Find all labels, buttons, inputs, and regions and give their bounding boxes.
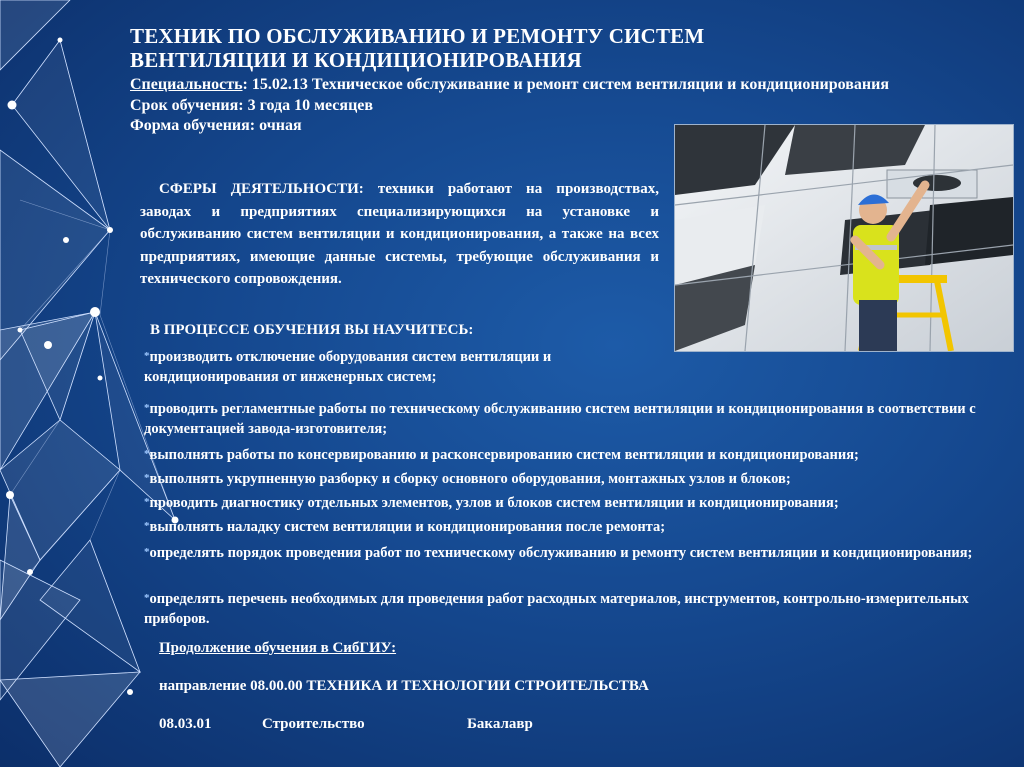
list-item: *определять порядок проведения работ по техническому обслуживанию и ремонту систем вентиляции и кондиционирования; [144, 545, 973, 561]
title-line-2: ВЕНТИЛЯЦИИ И КОНДИЦИОНИРОВАНИЯ [130, 48, 582, 72]
program-code: 08.03.01 [159, 716, 212, 732]
direction-line: направление 08.00.00 ТЕХНИКА И ТЕХНОЛОГИИ СТРОИТЕЛЬСТВА [159, 678, 649, 694]
spheres-text: техники работают на производствах, заводах и предприятиях специализирующихся на установке и обслуживанию систем вентиляции и кондиционирования, а также на всех предприятиях, имеющие данные системы, требующие обслуживания и технического сопровождения. [140, 181, 659, 287]
bullet-icon: * [144, 448, 150, 460]
title-line-1: ТЕХНИК ПО ОБСЛУЖИВАНИЮ И РЕМОНТУ СИСТЕМ [130, 24, 705, 48]
program-name: Строительство [262, 716, 365, 732]
duration-line: Срок обучения: 3 года 10 месяцев [130, 96, 374, 114]
bullet-icon: * [144, 496, 150, 508]
technician-photo [674, 124, 1014, 352]
page-title [130, 24, 830, 72]
list-item: *проводить регламентные работы по техническому обслуживанию систем вентиляции и кондиционирования в соответствии с документацией завода-изготовителя; [144, 401, 976, 437]
bullet-icon: * [144, 592, 150, 604]
list-item: *выполнять наладку систем вентиляции и кондиционирования после ремонта; [144, 519, 666, 535]
bullet-icon: * [144, 520, 150, 532]
list-item: *выполнять укрупненную разборку и сборку основного оборудования, монтажных узлов и блоков; [144, 471, 791, 487]
form-line: Форма обучения: очная [130, 117, 302, 134]
bullet-icon: * [144, 350, 150, 362]
specialty-line [130, 75, 910, 96]
specialty-value: : 15.02.13 Техническое обслуживание и ремонт систем вентиляции и кондиционирования [242, 76, 889, 93]
technician-ceiling-photo-icon [675, 125, 1013, 351]
list-item: *определять перечень необходимых для проведения работ расходных материалов, инструментов, контрольно-измерительных приборов. [144, 591, 969, 627]
bullet-icon: * [144, 546, 150, 558]
bullet-icon: * [144, 402, 150, 414]
degree-label: Бакалавр [467, 716, 533, 732]
specialty-label: Специальность [130, 76, 243, 93]
bullet-icon: * [144, 472, 150, 484]
list-item: *выполнять работы по консервированию и расконсервированию систем вентиляции и кондиционирования; [144, 447, 859, 463]
list-item: *проводить диагностику отдельных элементов, узлов и блоков систем вентиляции и кондиционирования; [144, 495, 839, 511]
continuation-heading: Продолжение обучения в СибГИУ: [159, 640, 397, 656]
learning-heading: В ПРОЦЕССЕ ОБУЧЕНИЯ ВЫ НАУЧИТЕСЬ: [150, 322, 474, 338]
spheres-paragraph [140, 178, 659, 291]
spheres-label: СФЕРЫ ДЕЯТЕЛЬНОСТИ: [159, 181, 364, 197]
list-item: *производить отключение оборудования систем вентиляции и кондиционирования от инженерных систем; [144, 349, 552, 385]
